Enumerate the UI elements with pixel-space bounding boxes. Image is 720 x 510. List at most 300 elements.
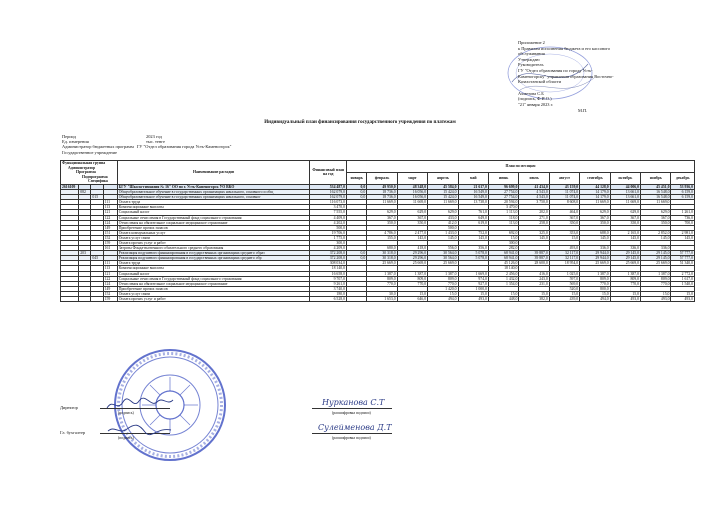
meta-value: тыс. тенге [146, 139, 165, 145]
director-handwritten-name: Нурканова С.Т [322, 398, 385, 407]
cell-month: 367,0 [641, 215, 671, 220]
cell-month: 367,0 [397, 215, 427, 220]
cell-month: 57 777,0 [671, 251, 695, 256]
cell-month: 418,0 [397, 246, 427, 251]
cell-month: 145,0 [519, 235, 549, 240]
cell-month: 145,0 [580, 235, 610, 240]
cell-specifics: 124 [103, 220, 117, 225]
cell-month: 493,0 [458, 297, 488, 302]
cell-month: 51 340,0 [671, 261, 695, 266]
cell-month: 32 117,0 [549, 256, 579, 261]
cell-month: 15,0 [580, 291, 610, 296]
cell-month: 629,0 [610, 210, 640, 215]
cell-month: 809,0 [610, 276, 640, 281]
approval-line: обслуживания [518, 51, 545, 57]
cell-name: Приобретение прочих запасов [117, 225, 310, 230]
cell-month: 57 777,0 [671, 256, 695, 261]
cell-month: 145,0 [671, 235, 695, 240]
accountant-signature-icon [105, 421, 175, 439]
cell-month: 29 145,0 [610, 256, 640, 261]
director-decode-line [312, 408, 392, 409]
cell-month: 688,0 [580, 230, 610, 235]
cell-name: Отчисления на обязательное социальное медицинское страхование [117, 281, 310, 286]
cell-month: 736,0 [671, 215, 695, 220]
cell-month: 1 387,0 [610, 271, 640, 276]
meta-key: Ед. измерения [62, 139, 89, 145]
accountant-handwritten-name: Сулейменова Д.Т [318, 423, 392, 432]
cell-month: 680,0 [367, 246, 397, 251]
header-month: декабрь [671, 172, 695, 184]
cell-plan: 6 528,0 [310, 297, 347, 302]
header-month: сентябрь [580, 172, 610, 184]
cell-month: 5 078,0 [458, 251, 488, 256]
cell-month: 30 318,0 [367, 256, 397, 261]
cell-month: 243,0 [519, 276, 549, 281]
cell-month: 18 736,0 [367, 195, 397, 200]
cell-name: Социальные отчисления в Государственный фонд социального страхования [117, 215, 310, 220]
cell-month: 493,0 [671, 297, 695, 302]
cell-month: 15,0 [671, 291, 695, 296]
cell-month: 1 387,0 [428, 271, 458, 276]
approval-line: к Правилам исполнения бюджета и его кассового [518, 45, 611, 51]
approval-mp: М.П. [578, 107, 588, 113]
cell-name: Оплата услуг связи [117, 291, 310, 296]
cell-month: 4 786,0 [367, 230, 397, 235]
cell-name: Компенсационные выплаты [117, 266, 310, 271]
cell-month: 29 296,0 [397, 251, 427, 256]
cell-month: 0,0 [346, 190, 366, 195]
cell-plan: 162 079,0 [310, 190, 347, 195]
approval-block [518, 40, 688, 113]
header-specifics: Специфика [88, 179, 108, 184]
cell-plan: 4 409,0 [310, 215, 347, 220]
cell-month: 29 145,0 [610, 251, 640, 256]
cell-month: 770,0 [580, 281, 610, 286]
cell-month: 382,0 [519, 297, 549, 302]
cell-month: 336,0 [580, 246, 610, 251]
cell-month: 29 944,0 [580, 251, 610, 256]
cell-month: 11 669,0 [610, 200, 640, 205]
table-body [61, 184, 695, 301]
cell-month: 350,0 [397, 220, 427, 225]
cell-month: 25 669,0 [367, 261, 397, 266]
financing-plan-table [60, 160, 695, 302]
meta-key: Период [62, 134, 76, 139]
accountant-sign-caption: (подпись) [118, 436, 134, 440]
cell-specifics: 159 [103, 241, 117, 246]
cell-name: Оплата прочих услуг и работ [117, 241, 310, 246]
director-signature-icon [105, 396, 175, 414]
cell-month: 6 159,0 [671, 195, 695, 200]
cell-month: 11 669,0 [367, 200, 397, 205]
cell-month: 800,0 [580, 286, 610, 291]
cell-month: 770,0 [367, 281, 397, 286]
cell-month: 6 159,0 [671, 190, 695, 195]
approval-signature-name: Ахметова С.Б [518, 90, 544, 96]
cell-month: 1 432,0 [488, 276, 518, 281]
cell-month: 2 456,0 [488, 271, 518, 276]
cell-month: 118,0 [488, 215, 518, 220]
cell-month: 14 179,0 [580, 195, 610, 200]
cell-month: 27 754,0 [488, 195, 518, 200]
cell-month: 629,0 [367, 210, 397, 215]
cell-plan: 16 658,0 [310, 271, 347, 276]
cell-month: 556,0 [428, 246, 458, 251]
cell-month: 433,0 [428, 215, 458, 220]
cell-month: 493,0 [549, 246, 579, 251]
cell-name: Социальные отчисления в Государственный фонд социального страхования [117, 276, 310, 281]
cell-month: 2 477,0 [397, 230, 427, 235]
cell-month: 68 941,0 [488, 251, 518, 256]
cell-month: 350,0 [580, 220, 610, 225]
cell-program [79, 297, 91, 302]
cell-month: 0,0 [346, 195, 366, 200]
cell-name: Приобретение прочих запасов [117, 286, 310, 291]
header-month: июль [519, 172, 549, 184]
cell-month: 258,0 [519, 220, 549, 225]
cell-month: 15,0 [397, 291, 427, 296]
cell-specifics: 122 [103, 276, 117, 281]
header-month: февраль [367, 172, 397, 184]
cell-plan: 9 261,0 [310, 281, 347, 286]
cell-month: 44 128,0 [580, 184, 610, 189]
cell-month: 15,0 [549, 291, 579, 296]
cell-month: 45 584,0 [428, 184, 458, 189]
cell-month: 13 661,0 [610, 190, 640, 195]
cell-name: Затраты Фонда-вычтенного обязательного среднего образования [117, 246, 310, 251]
cell-month: 45 451,0 [641, 184, 671, 189]
cell-specifics: 111 [103, 200, 117, 205]
cell-month: 25 669,0 [641, 261, 671, 266]
cell-month: 15,0 [488, 235, 518, 240]
cell-month: 597,0 [549, 276, 579, 281]
cell-specifics: 113 [103, 266, 117, 271]
cell-month [346, 297, 366, 302]
cell-month: 145,0 [397, 235, 427, 240]
cell-month: 15 424,0 [428, 190, 458, 195]
cell-specifics: 121 [103, 271, 117, 276]
cell-month: 14 179,0 [580, 190, 610, 195]
cell-month: 809,0 [641, 276, 671, 281]
cell-month: 27 754,0 [488, 190, 518, 195]
cell-month: 770,0 [610, 281, 640, 286]
cell-plan: 300,0 [310, 241, 347, 246]
cell-month: 96 699,0 [488, 184, 518, 189]
cell-plan: 4 209,0 [310, 246, 347, 251]
cell-plan: 372 208,0 [310, 251, 347, 256]
cell-plan: 500,0 [310, 225, 347, 230]
cell-month: 974,0 [458, 276, 488, 281]
cell-month: 692,0 [488, 230, 518, 235]
header-classification [61, 161, 118, 185]
header-month: август [549, 172, 579, 184]
cell-month: 43 159,0 [549, 184, 579, 189]
cell-month: 15,0 [610, 291, 640, 296]
cell-month: 5 078,0 [458, 256, 488, 261]
cell-month: 1 669,0 [458, 271, 488, 276]
cell-month: 1 433,0 [428, 230, 458, 235]
cell-month: 1 025,0 [549, 271, 579, 276]
meta-key: Администратор бюджетных программ [62, 144, 134, 150]
approval-line: Руководитель [518, 62, 544, 68]
header-month: июнь [488, 172, 518, 184]
cell-month: 45 126,0 [488, 261, 518, 266]
cell-month: 29 296,0 [397, 256, 427, 261]
cell-month: 16 549,0 [458, 195, 488, 200]
document-meta [62, 134, 231, 155]
cell-month: 367,0 [580, 215, 610, 220]
meta-value: 2023 год [146, 134, 162, 139]
cell-month: 1 387,0 [580, 271, 610, 276]
cell-month: 493,0 [610, 297, 640, 302]
cell-month: 25 669,0 [397, 261, 427, 266]
cell-month: 145,0 [610, 235, 640, 240]
cell-month: 15,0 [488, 291, 518, 296]
approval-line: Приложение 2 [518, 40, 545, 45]
cell-month: 494,0 [428, 297, 458, 302]
header-month: октябрь [610, 172, 640, 184]
cell-month: 412,0 [428, 220, 458, 225]
cell-month: 18 736,0 [367, 190, 397, 195]
cell-program: 203 [79, 251, 91, 256]
cell-month: 68 941,0 [488, 256, 518, 261]
cell-specifics: 152 [103, 291, 117, 296]
cell-plan: 372 208,0 [310, 256, 347, 261]
cell-month: 367,0 [549, 215, 579, 220]
cell-month: 353,0 [549, 230, 579, 235]
header-plan: Финансовый план на год [310, 161, 347, 185]
cell-month: 629,0 [397, 210, 427, 215]
approval-signature-caption: (подпись, Ф.И.О.) [518, 96, 552, 102]
cell-month: 11 669,0 [641, 200, 671, 205]
cell-specifics: 149 [103, 286, 117, 291]
cell-month: 20 594,0 [488, 200, 518, 205]
cell-program: 082 [79, 190, 91, 195]
cell-month: 18 140,0 [488, 266, 518, 271]
cell-func-group: 2616109 [61, 184, 79, 189]
header-subprogram: Подпрограмма [82, 174, 108, 179]
cell-name: БГУ "Школа-гимназия № 16" ОО по г. Усть-Каменогорск УО ВКО [117, 184, 310, 189]
header-func-group: Функциональная группа [62, 161, 106, 165]
cell-month: 202,0 [519, 210, 549, 215]
cell-month: 646,0 [397, 297, 427, 302]
director-label: Директор [60, 405, 78, 410]
cell-month: 770,0 [397, 281, 427, 286]
header-admin: Администратор [68, 165, 96, 170]
cell-month: 21 617,0 [458, 184, 488, 189]
cell-month: 520,0 [549, 286, 579, 291]
cell-month: 1 354,0 [488, 281, 518, 286]
cell-name: Социальный налог [117, 210, 310, 215]
approval-line: Утверждаю [518, 56, 540, 62]
cell-month: 649,0 [458, 215, 488, 220]
cell-month: 16 548,0 [641, 195, 671, 200]
cell-plan: 7 555,0 [310, 210, 347, 215]
cell-name: Общеобразовательное обучение в государственных организациях начального, основного и общ [117, 190, 310, 195]
cell-month: 700,0 [671, 220, 695, 225]
cell-month: 416,0 [519, 271, 549, 276]
cell-month: 1 387,0 [367, 271, 397, 276]
cell-month: 1 653,0 [367, 297, 397, 302]
cell-month: 1 261,0 [671, 210, 695, 215]
header-program: Программа [76, 170, 96, 175]
cell-month: 356,0 [458, 246, 488, 251]
approval-line: ГУ "Отдел образования по городу Усть- [518, 67, 593, 73]
cell-month: 18 954,0 [549, 261, 579, 266]
cell-month: 0,0 [346, 184, 366, 189]
cell-month: 145,0 [428, 235, 458, 240]
cell-month: 30,0 [367, 291, 397, 296]
cell-month: 448,0 [488, 297, 518, 302]
cell-name: Оплата услуг связи [117, 235, 310, 240]
cell-plan: 3 470,0 [310, 205, 347, 210]
cell-month: 809,0 [397, 276, 427, 281]
cell-month: 30 564,0 [428, 256, 458, 261]
cell-specifics: 124 [103, 281, 117, 286]
cell-month: 11 669,0 [580, 200, 610, 205]
cell-specifics: 113 [103, 205, 117, 210]
meta-value: ГУ "Отдел образования города Усть-Каменогорск" [136, 144, 232, 150]
cell-month: 1 387,0 [397, 271, 427, 276]
cell-specifics: 111 [103, 261, 117, 266]
cell-month: 770,0 [428, 281, 458, 286]
cell-subprogram [91, 297, 103, 302]
cell-month: 350,0 [367, 220, 397, 225]
director-decode-caption: (расшифровка подписи) [332, 411, 371, 415]
cell-month: 39 887,0 [519, 251, 549, 256]
cell-month: 350,0 [549, 220, 579, 225]
cell-month: 15 424,0 [428, 195, 458, 200]
cell-plan: 1 775,0 [310, 235, 347, 240]
cell-name: Социальный налог [117, 271, 310, 276]
cell-month: 500,0 [428, 225, 458, 230]
header-month: январь [346, 172, 366, 184]
cell-month: 231,0 [519, 281, 549, 286]
cell-month: 28 600,0 [519, 261, 549, 266]
cell-month: 1 420,0 [428, 286, 458, 291]
cell-month: 629,0 [641, 210, 671, 215]
cell-month: 493,0 [641, 297, 671, 302]
cell-plan: 4 202,0 [310, 220, 347, 225]
cell-month: 25 669,0 [580, 261, 610, 266]
cell-plan: 308 034,0 [310, 261, 347, 266]
cell-month: 41 434,0 [519, 184, 549, 189]
cell-month: 3 750,0 [519, 200, 549, 205]
cell-name: Оплата прочих услуг и работ [117, 297, 310, 302]
cell-month: 13 738,0 [458, 200, 488, 205]
cell-month: 0,0 [346, 256, 366, 261]
cell-month: 29 944,0 [580, 256, 610, 261]
cell-specifics: 151 [103, 230, 117, 235]
cell-month: 16 056,0 [397, 195, 427, 200]
cell-month: 1 113,0 [488, 210, 518, 215]
cell-plan: 534 487,0 [310, 184, 347, 189]
header-month: апрель [428, 172, 458, 184]
cell-month: 32 117,0 [549, 251, 579, 256]
cell-month: 629,0 [580, 210, 610, 215]
cell-month: 3 470,0 [488, 205, 518, 210]
financing-plan-table-wrap [60, 160, 695, 302]
cell-month: 25 669,0 [428, 261, 458, 266]
cell-name: Оплата коммунальных услуг [117, 230, 310, 235]
table-row [61, 297, 695, 302]
cell-month: 2 165,0 [610, 230, 640, 235]
cell-month: 752,0 [458, 230, 488, 235]
cell-name: Компенсационные выплаты [117, 205, 310, 210]
cell-month: 155,0 [367, 235, 397, 240]
cell-month: 761,0 [458, 210, 488, 215]
cell-month: 49 950,0 [367, 184, 397, 189]
cell-month: 350,0 [610, 220, 640, 225]
cell-month: 464,0 [549, 210, 579, 215]
cell-month: 1 000,0 [458, 286, 488, 291]
cell-month: 282,0 [488, 246, 518, 251]
cell-month: 113,0 [488, 220, 518, 225]
cell-month: 16 056,0 [397, 190, 427, 195]
cell-name: Общеобразовательное обучение в государственных организациях начального, основног [117, 195, 310, 200]
cell-plan: 162 079,0 [310, 195, 347, 200]
cell-month: 15,0 [549, 235, 579, 240]
cell-month: 16 548,0 [641, 190, 671, 195]
document-title: Индивидуальный план финансирования государственного учреждения по платежам [264, 120, 456, 125]
cell-month: 11 074,0 [549, 195, 579, 200]
cell-month: 145,0 [641, 235, 671, 240]
cell-name: Оплата труда [117, 200, 310, 205]
cell-month: 809,0 [367, 276, 397, 281]
header-month: май [458, 172, 488, 184]
cell-month: 1 387,0 [641, 271, 671, 276]
cell-month: 336,0 [610, 246, 640, 251]
accountant-label: Гл. бухгалтер [60, 430, 86, 435]
cell-month: 25 669,0 [610, 261, 640, 266]
cell-plan: 19 706,0 [310, 230, 347, 235]
cell-month: 145,0 [458, 235, 488, 240]
cell-month: 4 543,0 [519, 190, 549, 195]
cell-month: 809,0 [428, 276, 458, 281]
cell-plan: 3 740,0 [310, 286, 347, 291]
cell-specifics: 121 [103, 210, 117, 215]
cell-month: 44 006,0 [610, 184, 640, 189]
cell-month: 439,0 [549, 297, 579, 302]
cell-month: 0,0 [346, 251, 366, 256]
cell-month: 15,0 [428, 291, 458, 296]
cell-month: 494,0 [580, 297, 610, 302]
cell-specifics: 161 [103, 246, 117, 251]
header-name: Наименование расходов [117, 161, 310, 185]
cell-month: 629,0 [428, 210, 458, 215]
cell-month: 1 540,0 [671, 281, 695, 286]
cell-month: 2 981,0 [671, 230, 695, 235]
cell-month: 15,0 [458, 291, 488, 296]
cell-month: 809,0 [580, 276, 610, 281]
accountant-decode-line [312, 433, 392, 434]
cell-month: 300,0 [488, 241, 518, 246]
header-months-group: План по месяцам [346, 161, 694, 173]
cell-name: Реализация подушевого финансирования в государственных организациях среднего обр [117, 256, 310, 261]
cell-specifics: 149 [103, 225, 117, 230]
cell-subprogram: 015 [91, 195, 103, 200]
cell-month: 2 852,0 [641, 230, 671, 235]
cell-month: 11 669,0 [428, 200, 458, 205]
cell-func-group [61, 297, 79, 302]
cell-month: 11 074,0 [549, 190, 579, 195]
header-month: ноябрь [641, 172, 671, 184]
cell-month: 39 887,0 [519, 256, 549, 261]
cell-plan: 18 140,0 [310, 266, 347, 271]
cell-name: Реализация подушевого финансирования в государственных организациях среднего образ [117, 251, 310, 256]
cell-month: 927,0 [458, 281, 488, 286]
cell-month: 4 543,0 [519, 195, 549, 200]
